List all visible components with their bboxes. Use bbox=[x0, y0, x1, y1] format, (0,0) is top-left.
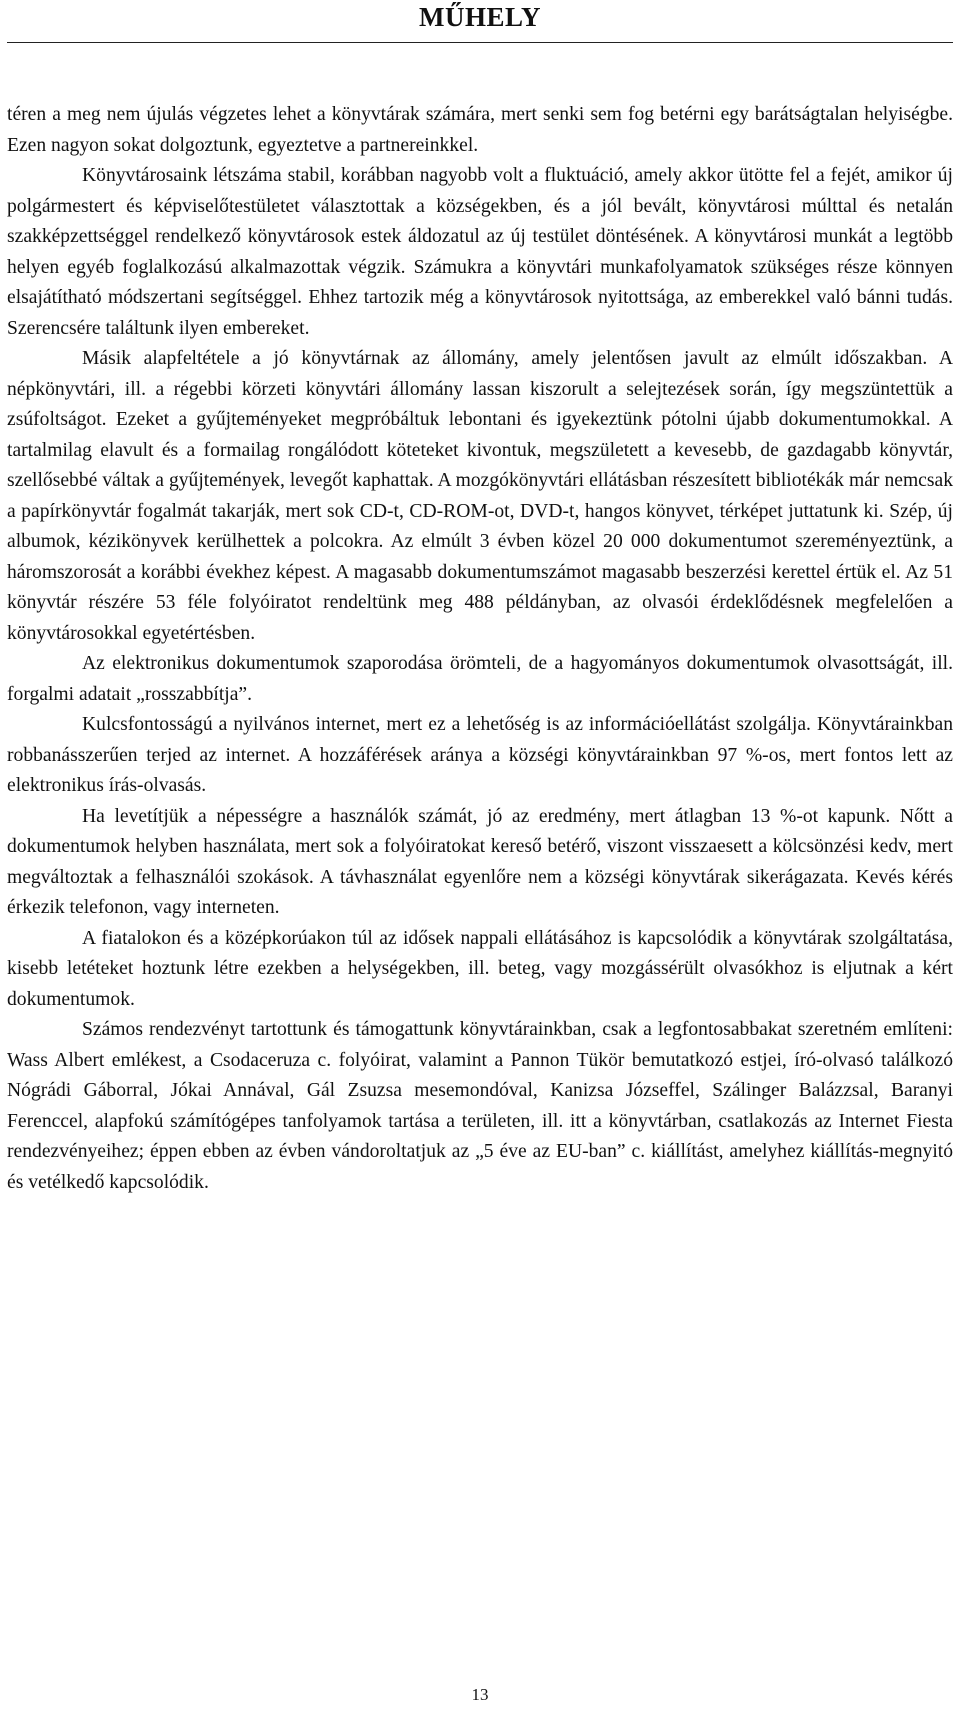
paragraph-4: Az elektronikus dokumentumok szaporodása örömteli, de a hagyományos dokumentumok olvasottságát, ill. forgalmi adatait „rosszabbítja”. bbox=[7, 653, 953, 705]
paragraph-8: Számos rendezvényt tartottunk és támogattunk könyvtárainkban, csak a legfontosabbakat szeretném említeni: Wass Albert emlékest, a Csodaceruza c. folyóirat, valamint a Pannon Tükör bemutatkozó estjei, író-olvasó találkozó Nógrádi Gáborral, Jókai Annával, Gál Zsuzsa mesemondóval, Kanizsa Józseffel, Szálinger Balázzsal, Baranyi Ferenccel, alapfokú számítógépes tanfolyamok tartása a területen, ill. itt a könyvtárban, csatlakozás az Internet Fiesta rendezvényeihez; éppen ebben az évben vándoroltatjuk az „5 éve az EU-ban” c. kiállítást, amelyhez kiállítás-megnyitó és vetélkedő kapcsolódik. bbox=[7, 1019, 953, 1193]
article-body bbox=[7, 100, 953, 1198]
header-divider bbox=[7, 42, 953, 43]
paragraph-5: Kulcsfontosságú a nyilvános internet, mert ez a lehetőség is az információellátást szolgálja. Könyvtárainkban robbanásszerűen terjed az internet. A hozzáférések aránya a községi könyvtárainkban 97 %-os, mert fontos lett az elektronikus írás-olvasás. bbox=[7, 714, 953, 796]
section-title: MŰHELY bbox=[418, 2, 542, 32]
paragraph-2: Könyvtárosaink létszáma stabil, korábban nagyobb volt a fluktuáció, amely akkor ütötte fel a fejét, amikor új polgármestert és képviselőtestületet választottak a községekben, és a jól bevált, könyvtárosi múlttal és netalán szakképzettséggel rendelkező könyvtárosok estek áldozatul az új testület döntésének. A könyvtárosi munkát a legtöbb helyen egyéb foglalkozású alkalmazottak végzik. Számukra a könyvtári munkafolyamatok szükséges része könnyen elsajátítható módszertani segítséggel. Ehhez tartozik még a könyvtárosok nyitottsága, az emberekkel való bánni tudás. Szerencsére találtunk ilyen embereket. bbox=[7, 165, 953, 339]
paragraph-6: Ha levetítjük a népességre a használók számát, jó az eredmény, mert átlagban 13 %-ot kapunk. Nőtt a dokumentumok helyben használata, mert sok a folyóiratokat kereső betérő, viszont visszaesett a kölcsönzési kedv, mert megváltoztak a felhasználói szokások. A távhasználat egyenlőre nem a községi könyvtárak sikerágazata. Kevés kérés érkezik telefonon, vagy interneten. bbox=[7, 805, 953, 918]
paragraph-7: A fiatalokon és a középkorúakon túl az idősek nappali ellátásához is kapcsolódik a könyvtárak szolgáltatása, kisebb letéteket hoztunk létre ezekben a helységekben, ill. beteg, vagy mozgássérült olvasókhoz is eljutnak a kért dokumentumok. bbox=[7, 927, 953, 1010]
paragraph-1: téren a meg nem újulás végzetes lehet a könyvtárak számára, mert senki sem fog betérni egy barátságtalan helyiségbe. Ezen nagyon sokat dolgoztunk, egyeztetve a partnereinkkel. bbox=[7, 104, 953, 156]
page-number: 13 bbox=[471, 1685, 489, 1704]
paragraph-3: Másik alapfeltétele a jó könyvtárnak az állomány, amely jelentősen javult az elmúlt időszakban. A népkönyvtári, ill. a régebbi körzeti könyvtári állomány lassan kiszorult a selejtezések során, így megszüntettük a zsúfoltságot. Ezeket a gyűjteményeket megpróbáltuk lebontani és igyekeztünk pótolni újabb dokumentumokkal. A tartalmilag elavult és a formailag rongálódott köteteket kivontuk, megszületett a kevesebb, de gazdagabb könyvtár, szellősebbé váltak a gyűjtemények, levegőt kaphattak. A mozgókönyvtári ellátásban részesített bibliotékák már nemcsak a papírkönyvtár fogalmát takarják, mert sok CD-t, CD-ROM-ot, DVD-t, hangos könyvet, térképet juttatunk ki. Szép, új albumok, kézikönyvek kerülhettek a polcokra. Az elmúlt 3 évben közel 20 000 dokumentumot szereményeztünk, a háromszorosát a korábbi évekhez képest. A magasabb dokumentumszámot magasabb beszerzési kerettel értük el. Az 51 könyvtár részére 53 féle folyóiratot rendeltünk meg 488 példányban, az olvasói érdeklődésnek megfelelően a könyvtárosokkal egyetértésben. bbox=[7, 348, 953, 644]
